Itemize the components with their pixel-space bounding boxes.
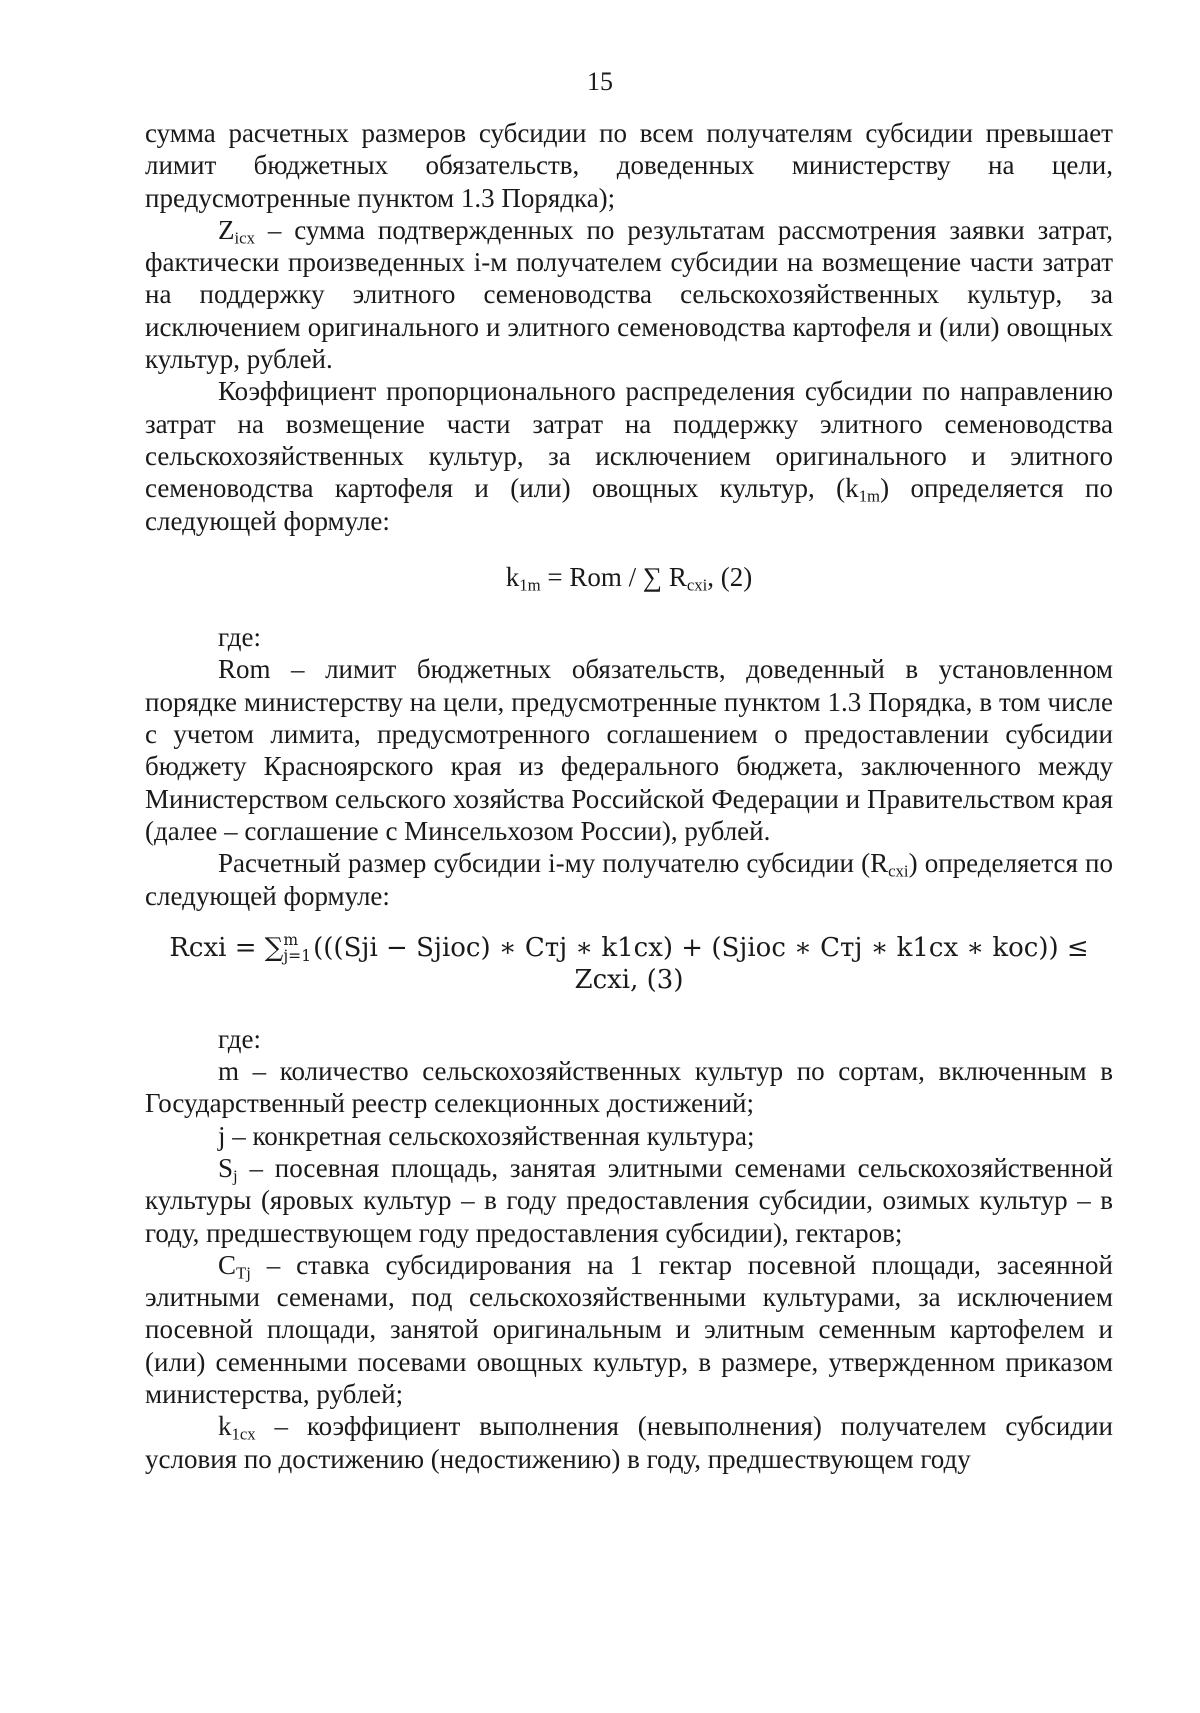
coefficient-text-a: Коэффициент пропорционального распределения субсидии по направлению затрат на возмещение части затрат на поддержку элитного семеноводства сельскохозяйственных культур, за исключением оригинального и элитного семеноводства картофеля и (или) овощных культур, (k	[145, 376, 1113, 504]
formula-3-upper-limit: m	[283, 931, 299, 950]
formula-2-mid-subscript: cxi	[686, 575, 708, 595]
formula-3-lower-limit: j=1	[283, 946, 312, 965]
page-number: 15	[587, 67, 613, 96]
paragraph-rom-definition: Rom – лимит бюджетных обязательств, доведенный в установленном порядке министерству на цели, предусмотренные пунктом 1.3 Порядка, в том числе с учетом лимита, предусмотренного соглашением о предоставлении субсидии бюджету Красноярского края из федерального бюджета, заключенного между Министерством сельского хозяйства Российской Федерации и Правительством края (далее – соглашение с Минсельхозом России), рублей.	[145, 654, 1113, 846]
paragraph-calculated-size	[145, 847, 1113, 912]
paragraph-zicx-definition	[145, 214, 1113, 375]
paragraph-coefficient	[145, 375, 1113, 536]
paragraph-m-definition: m – количество сельскохозяйственных культур по сортам, включенным в Государственный реестр селекционных достижений;	[145, 1056, 1113, 1119]
var-z-subscript: icx	[234, 228, 255, 248]
var-k-subscript: 1cx	[231, 1424, 256, 1444]
formula-3-lhs: Rcxi = ∑	[169, 932, 284, 963]
formula-2-lhs-subscript: 1m	[519, 575, 541, 595]
formula-3-sum-limits	[283, 933, 311, 964]
calculated-size-text-b: ) определяется по следующей формуле:	[145, 848, 1113, 911]
formula-3-body: (((Sji − Sjioc) ∗ Cтj ∗ k1cx) + (Sjioc ∗ Cтj ∗ k1cx ∗ koc)) ≤ Zcxi, (3)	[313, 932, 1089, 996]
coefficient-subscript: 1m	[858, 486, 881, 506]
formula-3	[145, 932, 1113, 997]
zicx-definition-text: – сумма подтвержденных по результатам рассмотрения заявки затрат, фактически произведенных i-м получателем субсидии на возмещение части затрат на поддержку элитного семеноводства сельскохозяйственных культур, за исключением оригинального и элитного семеноводства картофеля и (или) овощных культур, рублей.	[145, 214, 1113, 375]
var-s: S	[218, 1152, 234, 1183]
paragraph-ctj-definition	[145, 1249, 1113, 1410]
calculated-size-text-a: Расчетный размер субсидии i-му получателю субсидии (R	[218, 848, 889, 879]
formula-2-tail: , (2)	[707, 561, 753, 592]
var-s-subscript: j	[233, 1166, 238, 1186]
formula-2	[145, 561, 1113, 593]
ctj-definition-text: – ставка субсидирования на 1 гектар посевной площади, засеянной элитными семенами, под сельскохозяйственными культурами, за исключением посевной площади, занятой оригинальным и элитным семенным картофелем и (или) семенными посевами овощных культур, в размере, утвержденном приказом министерства, рублей;	[145, 1249, 1113, 1409]
page-content	[145, 117, 1113, 1475]
paragraph-1: сумма расчетных размеров субсидии по всем получателям субсидии превышает лимит бюджетных обязательств, доведенных министерству на цели, предусмотренные пунктом 1.3 Порядка);	[145, 118, 1113, 213]
calculated-size-subscript: cxi	[888, 861, 909, 881]
var-c-subscript: Tj	[236, 1263, 251, 1283]
where-label-1: где:	[218, 622, 261, 653]
paragraph-k1cx-definition	[145, 1410, 1113, 1475]
paragraph-sj-definition	[145, 1152, 1113, 1249]
formula-2-mid: = Rom / ∑ R	[540, 561, 687, 592]
formula-2-lhs: k	[505, 561, 520, 592]
where-label-2: где:	[218, 1023, 261, 1054]
sj-definition-text: – посевная площадь, занятая элитными семенами сельскохозяйственной культуры (яровых культур – в году предоставления субсидии, озимых культур – в году, предшествующем году предоставления субсидии), гектаров;	[145, 1152, 1113, 1248]
var-c: C	[218, 1249, 237, 1280]
k1cx-definition-text: – коэффициент выполнения (невыполнения) получателем субсидии условия по достижению (недостижению) в году, предшествующем году	[145, 1411, 1113, 1474]
coefficient-text-b: ) определяется по следующей формуле:	[145, 473, 1113, 536]
var-k: k	[218, 1411, 232, 1442]
paragraph-j-definition: j – конкретная сельскохозяйственная культура;	[218, 1120, 755, 1151]
var-z: Z	[218, 214, 235, 245]
